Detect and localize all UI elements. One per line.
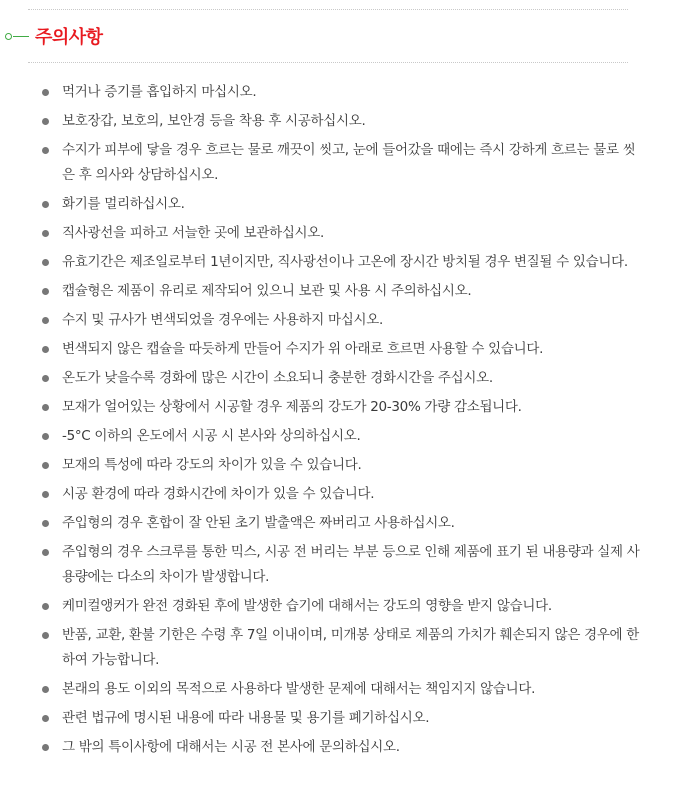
section-header <box>5 22 103 50</box>
bullet-icon <box>42 462 49 469</box>
bullet-icon <box>42 632 49 639</box>
bullet-icon <box>42 603 49 610</box>
section-title: 주의사항 <box>35 27 103 48</box>
list-item <box>0 308 640 333</box>
bullet-icon <box>42 89 49 96</box>
list-item <box>0 706 640 731</box>
list-item-text: 시공 환경에 따라 경화시간에 차이가 있을 수 있습니다. <box>62 486 375 502</box>
list-item <box>0 192 640 217</box>
list-item-text: -5°C 이하의 온도에서 시공 시 본사와 상의하십시오. <box>62 428 361 444</box>
list-item <box>0 109 640 134</box>
bullet-icon <box>42 491 49 498</box>
list-item <box>0 80 640 105</box>
list-item <box>0 677 640 702</box>
list-item <box>0 623 640 673</box>
list-item-text: 케미컬앵커가 완전 경화된 후에 발생한 습기에 대해서는 강도의 영향을 받지 않습니다. <box>62 598 552 614</box>
bullet-icon <box>42 147 49 154</box>
bullet-icon <box>42 201 49 208</box>
bullet-icon <box>42 520 49 527</box>
bullet-icon <box>42 230 49 237</box>
list-item <box>0 395 640 420</box>
list-item-text: 수지 및 규사가 변색되었을 경우에는 사용하지 마십시오. <box>62 312 383 328</box>
bullet-icon <box>42 259 49 266</box>
list-item-text: 모재가 얼어있는 상황에서 시공할 경우 제품의 강도가 20-30% 가량 감소됩니다. <box>62 399 522 415</box>
bullet-icon <box>42 715 49 722</box>
list-item-text: 관련 법규에 명시된 내용에 따라 내용물 및 용기를 폐기하십시오. <box>62 710 430 726</box>
list-item-text: 주입형의 경우 스크루를 통한 믹스, 시공 전 버리는 부분 등으로 인해 제품에 표기 된 내용량과 실제 사용량에는 다소의 차이가 발생합니다. <box>62 544 640 585</box>
list-item <box>0 337 640 362</box>
list-item-text: 본래의 용도 이외의 목적으로 사용하다 발생한 문제에 대해서는 책임지지 않습니다. <box>62 681 536 697</box>
list-item <box>0 594 640 619</box>
list-item <box>0 453 640 478</box>
top-divider <box>28 9 628 10</box>
bullet-icon <box>42 375 49 382</box>
list-item-text: 주입형의 경우 혼합이 잘 안된 초기 발출액은 짜버리고 사용하십시오. <box>62 515 455 531</box>
bullet-icon <box>42 346 49 353</box>
list-item-text: 유효기간은 제조일로부터 1년이지만, 직사광선이나 고온에 장시간 방치될 경우 변질될 수 있습니다. <box>62 254 628 270</box>
list-item <box>0 221 640 246</box>
list-item-text: 반품, 교환, 환불 기한은 수령 후 7일 이내이며, 미개봉 상태로 제품의 가치가 훼손되지 않은 경우에 한하여 가능합니다. <box>62 627 640 668</box>
list-item-text: 온도가 낮을수록 경화에 많은 시간이 소요되니 충분한 경화시간을 주십시오. <box>62 370 493 386</box>
list-item <box>0 735 640 760</box>
list-item-text: 보호장갑, 보호의, 보안경 등을 착용 후 시공하십시오. <box>62 113 366 129</box>
list-item <box>0 424 640 449</box>
bullet-icon <box>42 549 49 556</box>
list-item <box>0 511 640 536</box>
bullet-icon <box>42 686 49 693</box>
list-item-text: 먹거나 증기를 흡입하지 마십시오. <box>62 84 257 100</box>
list-item <box>0 540 640 590</box>
bullet-icon <box>42 404 49 411</box>
list-item <box>0 279 640 304</box>
list-item <box>0 138 640 188</box>
list-item <box>0 250 640 275</box>
list-item-text: 모재의 특성에 따라 강도의 차이가 있을 수 있습니다. <box>62 457 362 473</box>
list-item <box>0 366 640 391</box>
caution-list <box>0 80 640 764</box>
list-item-text: 변색되지 않은 캡슐을 따듯하게 만들어 수지가 위 아래로 흐르면 사용할 수 있습니다. <box>62 341 544 357</box>
list-item <box>0 482 640 507</box>
list-item-text: 수지가 피부에 닿을 경우 흐르는 물로 깨끗이 씻고, 눈에 들어갔을 때에는 즉시 강하게 흐르는 물로 씻은 후 의사와 상담하십시오. <box>62 142 636 183</box>
list-item-text: 직사광선을 피하고 서늘한 곳에 보관하십시오. <box>62 225 325 241</box>
list-item-text: 캡슐형은 제품이 유리로 제작되어 있으니 보관 및 사용 시 주의하십시오. <box>62 283 472 299</box>
bullet-icon <box>42 317 49 324</box>
list-item-text: 화기를 멀리하십시오. <box>62 196 185 212</box>
bullet-icon <box>42 433 49 440</box>
circle-line-icon <box>5 33 29 40</box>
bullet-icon <box>42 118 49 125</box>
bullet-icon <box>42 744 49 751</box>
bullet-icon <box>42 288 49 295</box>
header-divider <box>28 62 628 63</box>
list-item-text: 그 밖의 특이사항에 대해서는 시공 전 본사에 문의하십시오. <box>62 739 400 755</box>
